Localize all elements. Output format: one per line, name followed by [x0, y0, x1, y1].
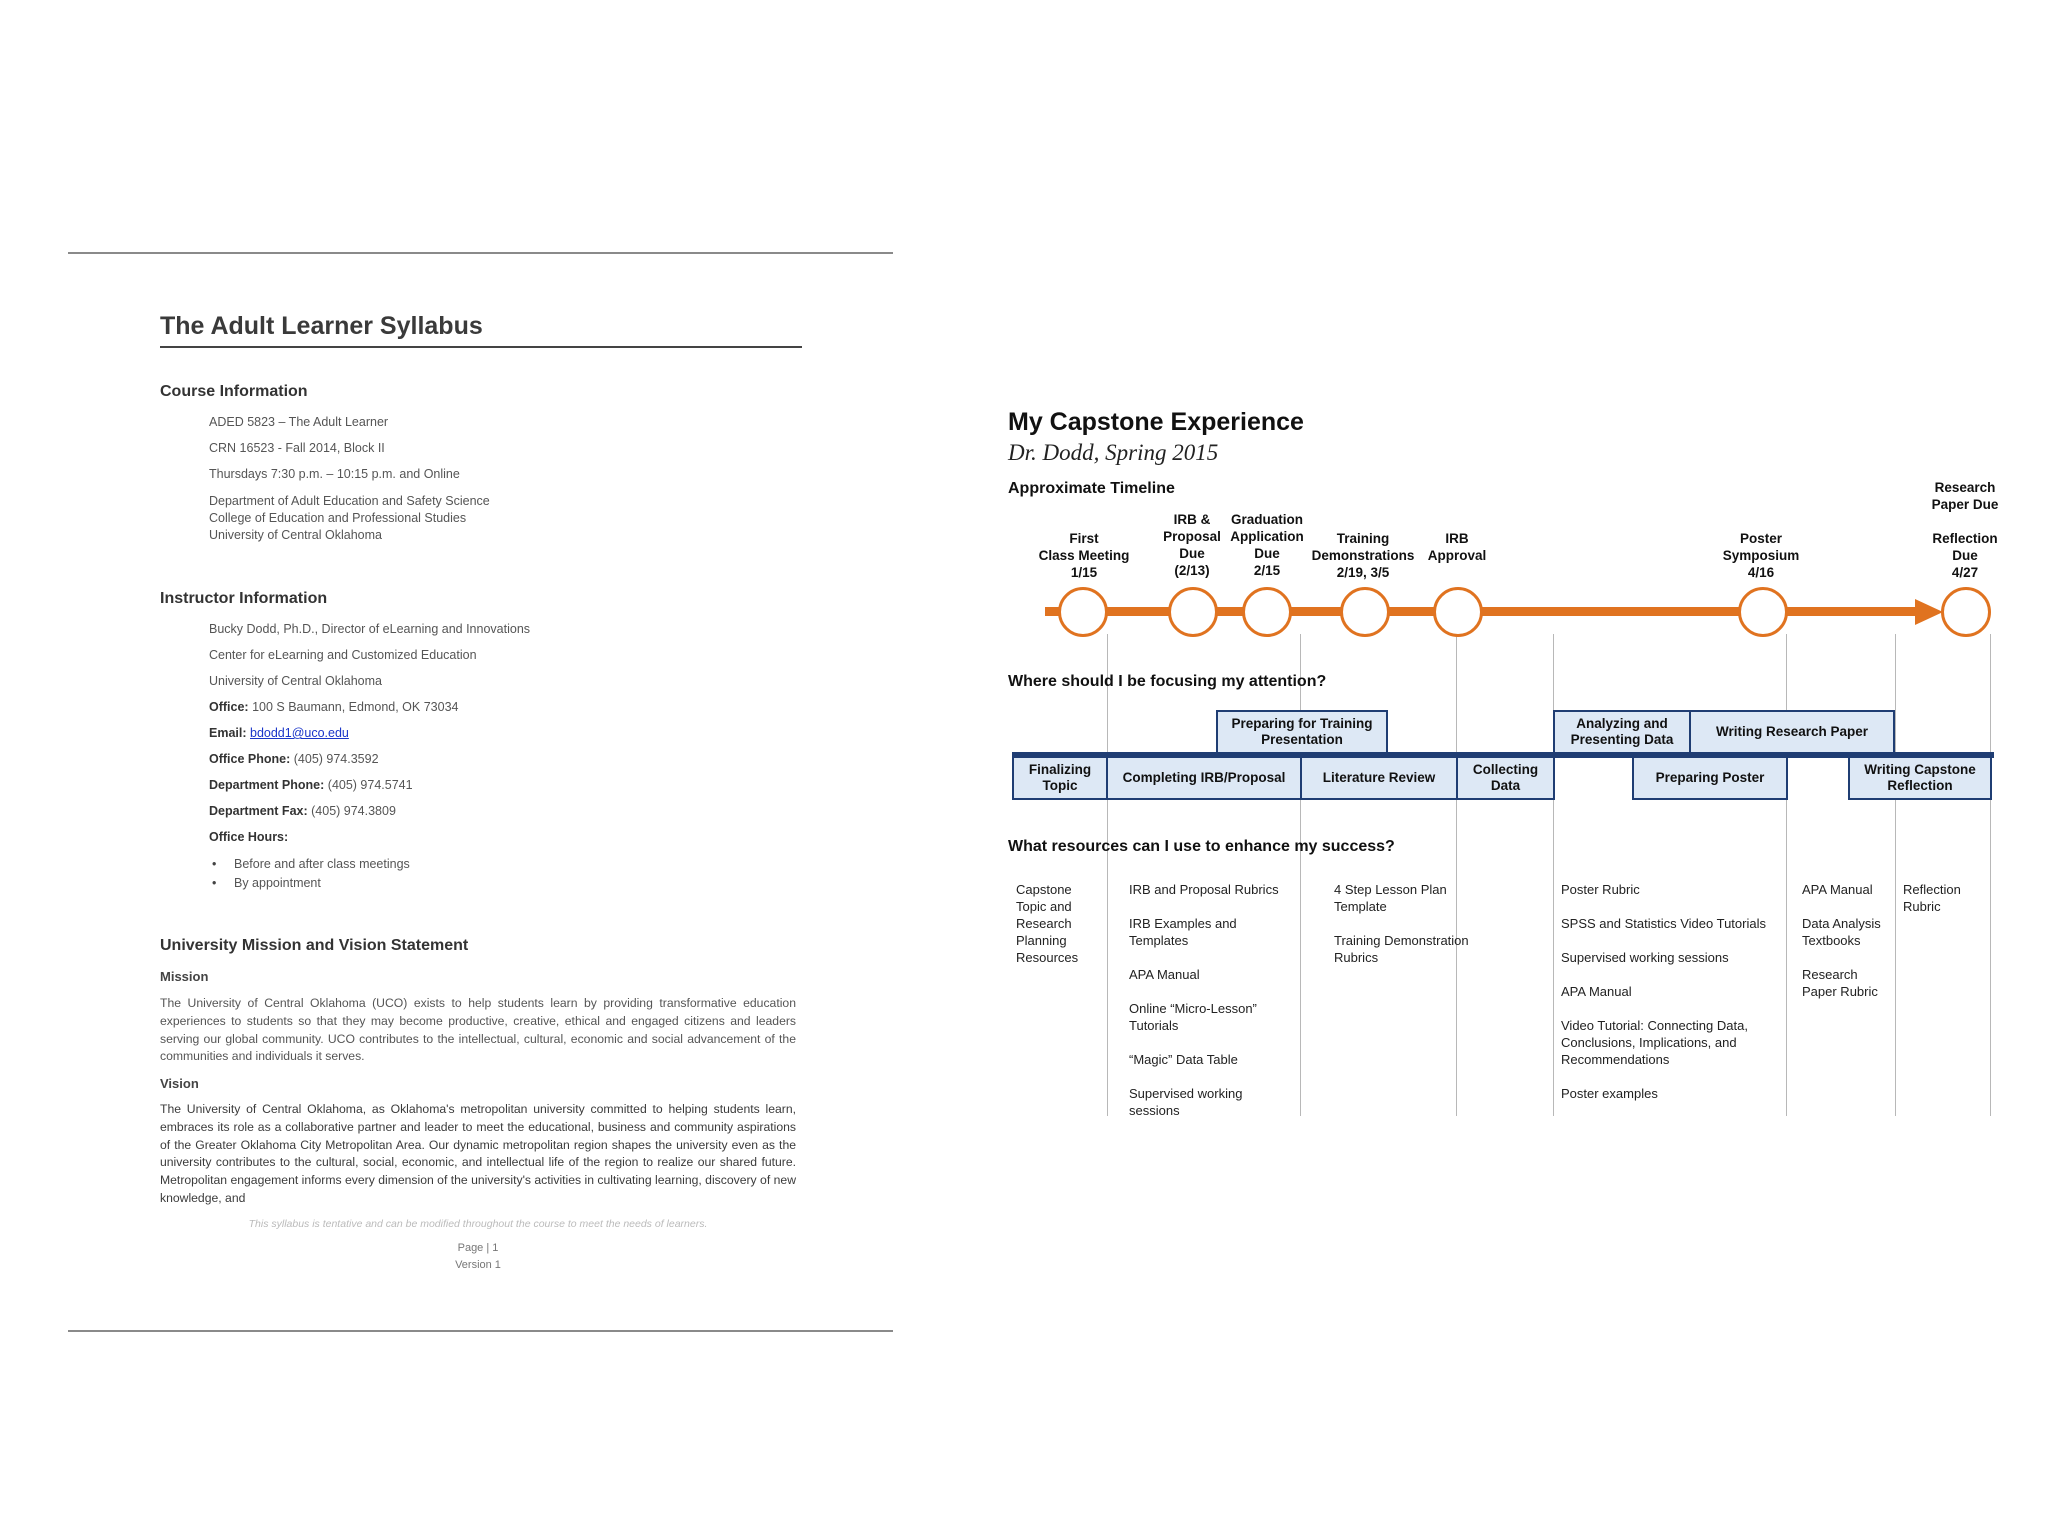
version-label: Version 1: [455, 1259, 501, 1271]
resource-item: IRB and Proposal Rubrics: [1129, 882, 1279, 897]
event-label: Poster Symposium 4/16: [1722, 531, 1800, 580]
resource-item: Data Analysis Textbooks: [1802, 916, 1881, 948]
focus-block: Writing Capstone Reflection: [1848, 756, 1992, 800]
focus-block: Writing Research Paper: [1689, 710, 1895, 754]
course-line: ADED 5823 – The Adult Learner: [209, 415, 389, 429]
resource-column: [1903, 881, 1983, 932]
resource-item: Supervised working sessions: [1129, 1086, 1243, 1118]
timeline-marker: [1168, 587, 1218, 637]
resource-item: 4 Step Lesson Plan Template: [1334, 882, 1447, 914]
event-label: Training Demonstrations 2/19, 3/5: [1311, 531, 1415, 580]
resources-heading: What resources can I use to enhance my success?: [1008, 838, 1395, 855]
office-hours-label: [209, 829, 288, 846]
vision-label: Vision: [160, 1076, 199, 1091]
timeline-marker: [1941, 587, 1991, 637]
vision-text: The University of Central Oklahoma, as Oklahoma's metropolitan university committed to helping students learn, embraces its role as a collaborative partner and leader to meet the educational, business and community aspirations of the Greater Oklahoma City Metropolitan Area. Our dynamic metropolitan region shapes the university even as the university contributes to the cultural, social, economic, and intellectual life of the region to realize our shared future. Metropolitan engagement informs every dimension of the university's activities in cultivating learning, discovery of new knowledge, and: [160, 1102, 796, 1205]
dept-line: Department of Adult Education and Safety Science: [209, 494, 490, 508]
focus-block: Literature Review: [1300, 756, 1458, 800]
top-divider: [68, 252, 893, 254]
dept-phone-value: (405) 974.5741: [327, 778, 413, 792]
resource-item: Video Tutorial: Connecting Data, Conclusions, Implications, and Recommendations: [1561, 1018, 1748, 1067]
resource-item: Supervised working sessions: [1561, 950, 1729, 965]
office-phone-value: (405) 974.3592: [293, 752, 379, 766]
resource-item: Training Demonstration Rubrics: [1334, 933, 1469, 965]
event-label: Research Paper Due Reflection Due 4/27: [1931, 480, 1999, 580]
focus-block: Preparing for Training Presentation: [1216, 710, 1388, 754]
focus-heading: Where should I be focusing my attention?: [1008, 673, 1327, 690]
event-label: IRB & Proposal Due (2/13): [1163, 512, 1221, 578]
office-value: 100 S Baumann, Edmond, OK 73034: [252, 700, 459, 714]
resource-item: APA Manual: [1129, 967, 1200, 982]
focus-block: Collecting Data: [1456, 756, 1555, 800]
resource-item: SPSS and Statistics Video Tutorials: [1561, 916, 1766, 931]
column-divider: [1300, 634, 1301, 1116]
resource-item: Poster Rubric: [1561, 882, 1640, 897]
resource-item: Online “Micro-Lesson” Tutorials: [1129, 1001, 1257, 1033]
focus-block: Completing IRB/Proposal: [1106, 756, 1302, 800]
resource-item: IRB Examples and Templates: [1129, 916, 1237, 948]
dept-line: College of Education and Professional Studies: [209, 511, 467, 525]
syllabus-footer-note: This syllabus is tentative and can be modified throughout the course to meet the needs of learners.: [248, 1218, 708, 1230]
course-info-heading: Course Information: [160, 383, 308, 400]
email-link[interactable]: bdodd1@uco.edu: [250, 726, 349, 740]
office-hours-label-text: Office Hours:: [209, 830, 289, 844]
mission-vision-heading: University Mission and Vision Statement: [160, 937, 469, 954]
capstone-subtitle: Dr. Dodd, Spring 2015: [1008, 440, 1219, 465]
timeline-heading: Approximate Timeline: [1008, 480, 1175, 497]
dept-line: University of Central Oklahoma: [209, 528, 382, 542]
office-phone-line: [209, 751, 379, 768]
timeline-arrow: [1915, 599, 1943, 625]
dept-fax-value: (405) 974.3809: [311, 804, 396, 818]
dept-phone-label: Department Phone:: [209, 778, 325, 792]
resource-column: [1334, 881, 1484, 983]
title-underline: [160, 346, 802, 348]
office-hours-item: • By appointment: [234, 876, 321, 890]
resource-item: Research Paper Rubric: [1802, 967, 1878, 999]
timeline-marker: [1433, 587, 1483, 637]
timeline-marker: [1738, 587, 1788, 637]
instructor-line: Bucky Dodd, Ph.D., Director of eLearning and Innovations: [209, 622, 531, 636]
mission-text: The University of Central Oklahoma (UCO) exists to help students learn by providing transformative education experiences to students so that they may become productive, creative, ethical and engaged citizens and leaders serving our global community. UCO contributes to the intellectual, cultural, economic and social advancement of the communities and individuals it serves.: [160, 996, 796, 1064]
column-divider: [1553, 634, 1554, 1116]
column-divider: [1895, 634, 1896, 1116]
event-label: IRB Approval: [1427, 531, 1487, 563]
resource-item: Poster examples: [1561, 1086, 1658, 1101]
column-divider: [1786, 634, 1787, 1116]
syllabus-page: [0, 0, 900, 1536]
office-line: [209, 699, 458, 716]
capstone-title: My Capstone Experience: [1008, 408, 1304, 436]
resource-item: “Magic” Data Table: [1129, 1052, 1238, 1067]
mission-label: Mission: [160, 969, 209, 984]
resource-column: [1016, 881, 1098, 983]
column-divider: [1107, 634, 1108, 1116]
event-label: Graduation Application Due 2/15: [1230, 512, 1304, 578]
resource-column: [1129, 881, 1289, 1136]
dept-phone-line: [209, 777, 413, 794]
dept-fax-line: [209, 803, 396, 820]
event-label: First Class Meeting 1/15: [1038, 531, 1130, 580]
column-divider: [1990, 634, 1991, 1116]
resource-item: Reflection Rubric: [1903, 882, 1961, 914]
email-line: [209, 725, 349, 742]
focus-block: Finalizing Topic: [1012, 756, 1108, 800]
office-label: Office:: [209, 700, 249, 714]
resource-item: APA Manual: [1802, 882, 1873, 897]
instructor-info-heading: Instructor Information: [160, 590, 328, 607]
dept-fax-label: Department Fax:: [209, 804, 308, 818]
resource-column: [1561, 881, 1771, 1119]
timeline-marker: [1058, 587, 1108, 637]
timeline-marker: [1242, 587, 1292, 637]
bottom-divider: [68, 1330, 893, 1332]
page-number: Page | 1: [457, 1242, 499, 1254]
syllabus-title: The Adult Learner Syllabus: [160, 312, 483, 340]
column-divider: [1456, 634, 1457, 1116]
course-line: Thursdays 7:30 p.m. – 10:15 p.m. and Online: [209, 467, 460, 481]
focus-block: Analyzing and Presenting Data: [1553, 710, 1691, 754]
email-label: Email:: [209, 726, 247, 740]
resource-column: [1802, 881, 1888, 1017]
instructor-line: Center for eLearning and Customized Education: [209, 648, 477, 662]
timeline-marker: [1340, 587, 1390, 637]
resource-item: APA Manual: [1561, 984, 1632, 999]
course-line: CRN 16523 - Fall 2014, Block II: [209, 441, 385, 455]
focus-block: Preparing Poster: [1632, 756, 1788, 800]
office-phone-label: Office Phone:: [209, 752, 291, 766]
resource-item: Capstone Topic and Research Planning Resources: [1016, 882, 1079, 965]
instructor-line: University of Central Oklahoma: [209, 674, 382, 688]
office-hours-item: • Before and after class meetings: [234, 857, 410, 871]
